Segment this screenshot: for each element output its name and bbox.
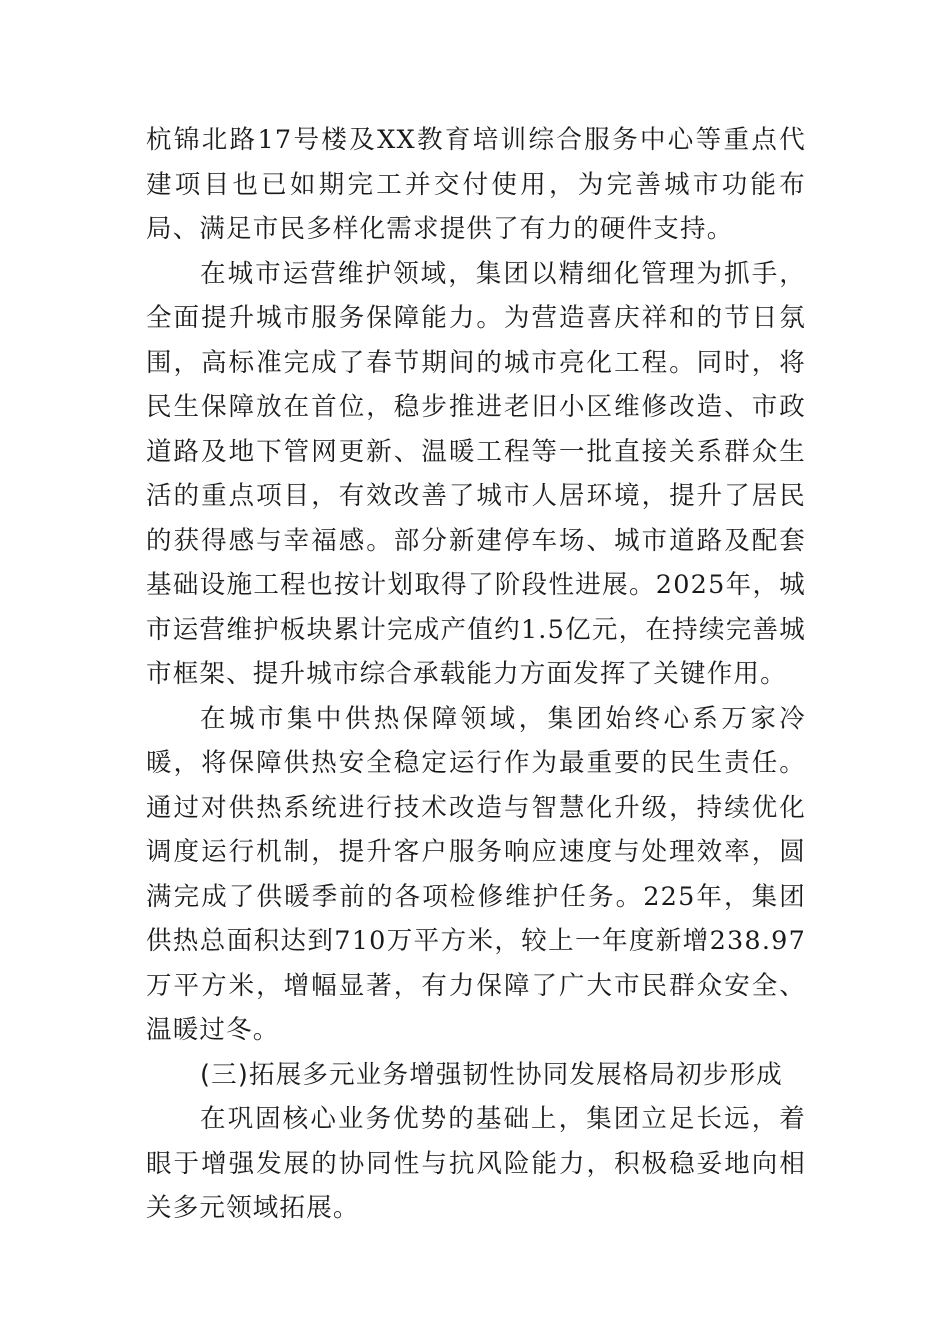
document-page: [146, 118, 806, 1231]
paragraph-construction-projects: 杭锦北路17号楼及XX教育培训综合服务中心等重点代建项目也已如期完工并交付使用，为完善城市功能布局、满足市民多样化需求提供了有力的硬件支持。: [146, 125, 806, 244]
paragraph-heating: 在城市集中供热保障领域，集团始终心系万家冷暖，将保障供热安全稳定运行作为最重要的民生责任。通过对供热系统进行技术改造与智慧化升级，持续优化调度运行机制，提升客户服务响应速度与处理效率，圆满完成了供暖季前的各项检修维护任务。225年，集团供热总面积达到710万平方米，较上一年度新增238.97万平方米，增幅显著，有力保障了广大市民群众安全、温暖过冬。: [146, 703, 806, 1045]
paragraph-diversification: 在巩固核心业务优势的基础上，集团立足长远，着眼于增强发展的协同性与抗风险能力，积极稳妥地向相关多元领域拓展。: [146, 1104, 806, 1223]
paragraph-city-operation: 在城市运营维护领域，集团以精细化管理为抓手，全面提升城市服务保障能力。为营造喜庆祥和的节日氛围，高标准完成了春节期间的城市亮化工程。同时，将民生保障放在首位，稳步推进老旧小区维修改造、市政道路及地下管网更新、温暖工程等一批直接关系群众生活的重点项目，有效改善了城市人居环境，提升了居民的获得感与幸福感。部分新建停车场、城市道路及配套基础设施工程也按计划取得了阶段性进展。2025年，城市运营维护板块累计完成产值约1.5亿元，在持续完善城市框架、提升城市综合承载能力方面发挥了关键作用。: [146, 258, 806, 689]
section-heading: (三)拓展多元业务增强韧性协同发展格局初步形成: [200, 1059, 783, 1090]
